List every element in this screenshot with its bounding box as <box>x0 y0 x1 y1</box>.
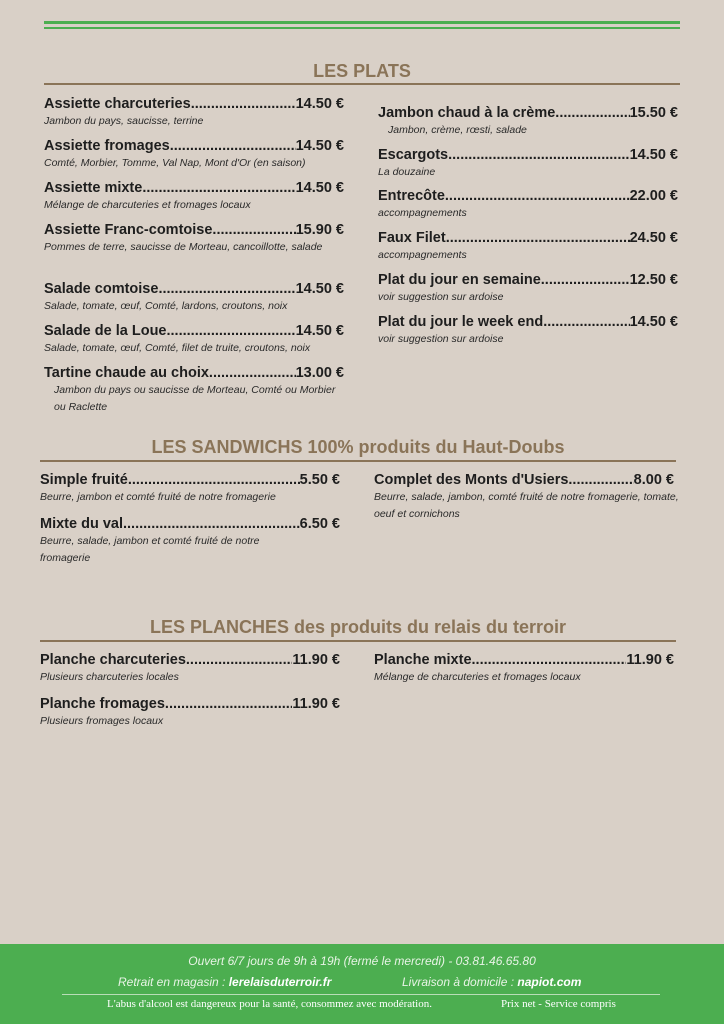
section-rule-sandwichs <box>40 460 676 462</box>
menu-item <box>44 280 344 315</box>
item-price: 24.50 € <box>629 230 678 246</box>
item-price: 14.50 € <box>629 314 678 330</box>
item-description: Mélange de charcuteries et fromages locaux <box>44 199 251 211</box>
menu-item <box>378 229 678 264</box>
menu-item <box>44 221 344 256</box>
item-price: 14.50 € <box>295 96 344 112</box>
item-price: 13.00 € <box>295 365 344 381</box>
item-price: 14.50 € <box>629 147 678 163</box>
menu-item <box>40 695 340 730</box>
item-name: Assiette mixte <box>44 180 143 196</box>
item-description: Jambon du pays ou saucisse de Morteau, Comté ou Morbier ou Raclette <box>54 384 336 413</box>
item-description: Jambon, crème, rœsti, salade <box>388 124 527 136</box>
delivery-label: Livraison à domicile : <box>402 975 518 989</box>
item-description: Salade, tomate, œuf, Comté, lardons, croutons, noix <box>44 300 288 312</box>
menu-item <box>40 651 340 686</box>
item-description: Beurre, salade, jambon, comté fruité de notre fromagerie, tomate, oeuf et cornichons <box>374 491 679 520</box>
item-name: Planche fromages <box>40 696 165 712</box>
section-rule-planches <box>40 640 676 642</box>
delivery-site-link[interactable]: napiot.com <box>517 975 582 989</box>
item-description: Comté, Morbier, Tomme, Val Nap, Mont d'Or (en saison) <box>44 157 306 169</box>
item-price: 11.90 € <box>626 652 674 668</box>
alcohol-warning: L'abus d'alcool est dangereux pour la santé, consommez avec modération. <box>107 998 432 1010</box>
menu-item <box>378 187 678 222</box>
menu-item <box>44 322 344 357</box>
item-name: Assiette charcuteries <box>44 96 191 112</box>
section-title-planches: LES PLANCHES des produits du relais du terroir <box>149 617 567 637</box>
pickup-site-link[interactable]: lerelaisduterroir.fr <box>228 975 332 989</box>
item-name: Entrecôte <box>378 188 445 204</box>
item-price: 14.50 € <box>295 323 344 339</box>
menu-item <box>378 104 678 139</box>
menu-item <box>374 651 674 686</box>
item-name: Jambon chaud à la crème <box>378 105 556 121</box>
item-name: Complet des Monts d'Usiers <box>374 472 569 488</box>
item-description: Mélange de charcuteries et fromages locaux <box>374 671 581 683</box>
menu-item <box>378 271 678 306</box>
pickup-info <box>118 975 331 989</box>
item-price: 22.00 € <box>629 188 678 204</box>
menu-item <box>44 137 344 172</box>
menu-item <box>40 471 340 506</box>
section-title-plats: LES PLATS <box>313 61 411 81</box>
item-name: Plat du jour le week end <box>378 314 544 330</box>
menu-item <box>378 313 678 348</box>
item-description: Salade, tomate, œuf, Comté, filet de truite, croutons, noix <box>44 342 311 354</box>
item-price: 12.50 € <box>629 272 678 288</box>
item-description: Pommes de terre, saucisse de Morteau, cancoillotte, salade <box>44 241 323 253</box>
item-name: Planche mixte <box>374 652 472 668</box>
item-description: accompagnements <box>378 249 467 261</box>
item-description: accompagnements <box>378 207 467 219</box>
section-title-sandwichs: LES SANDWICHS 100% produits du Haut-Doubs <box>151 437 565 457</box>
item-name: Escargots <box>378 147 449 163</box>
menu-item <box>44 95 344 130</box>
item-price: 6.50 € <box>299 516 340 532</box>
opening-hours: Ouvert 6/7 jours de 9h à 19h (fermé le mercredi) - 03.81.46.65.80 <box>188 954 536 968</box>
item-price: 8.00 € <box>633 472 674 488</box>
item-name: Salade comtoise <box>44 281 159 297</box>
item-name: Planche charcuteries <box>40 652 186 668</box>
menu-item <box>374 471 679 523</box>
menu-item <box>40 515 340 567</box>
item-name: Assiette Franc-comtoise <box>44 222 213 238</box>
item-name: Plat du jour en semaine <box>378 272 541 288</box>
item-price: 5.50 € <box>299 472 340 488</box>
item-description: Beurre, jambon et comté fruité de notre fromagerie <box>40 491 276 503</box>
price-note: Prix net - Service compris <box>501 998 616 1010</box>
section-rule-plats <box>44 83 680 85</box>
pickup-label: Retrait en magasin : <box>118 975 229 989</box>
item-price: 11.90 € <box>292 696 340 712</box>
item-price: 14.50 € <box>295 138 344 154</box>
item-name: Tartine chaude au choix <box>44 365 209 381</box>
item-description: voir suggestion sur ardoise <box>378 291 504 303</box>
item-name: Assiette fromages <box>44 138 170 154</box>
item-description: Jambon du pays, saucisse, terrine <box>44 115 204 127</box>
item-price: 15.90 € <box>295 222 344 238</box>
item-description: La douzaine <box>378 166 436 178</box>
item-price: 15.50 € <box>629 105 678 121</box>
top-green-rule <box>44 21 680 24</box>
item-description: Beurre, salade, jambon et comté fruité de notre fromagerie <box>40 535 260 564</box>
menu-item <box>378 146 678 181</box>
item-price: 14.50 € <box>295 180 344 196</box>
item-description: Plusieurs charcuteries locales <box>40 671 179 683</box>
top-green-rule-thin <box>44 27 680 29</box>
footer-band <box>0 944 724 1024</box>
item-price: 14.50 € <box>295 281 344 297</box>
item-name: Salade de la Loue <box>44 323 167 339</box>
menu-item <box>44 364 344 416</box>
item-name: Mixte du val <box>40 516 123 532</box>
item-name: Faux Filet <box>378 230 446 246</box>
item-description: voir suggestion sur ardoise <box>378 333 504 345</box>
delivery-info <box>402 975 581 989</box>
menu-item <box>44 179 344 214</box>
item-price: 11.90 € <box>292 652 340 668</box>
item-name: Simple fruité <box>40 472 128 488</box>
footer-divider <box>62 994 660 995</box>
item-description: Plusieurs fromages locaux <box>40 715 164 727</box>
